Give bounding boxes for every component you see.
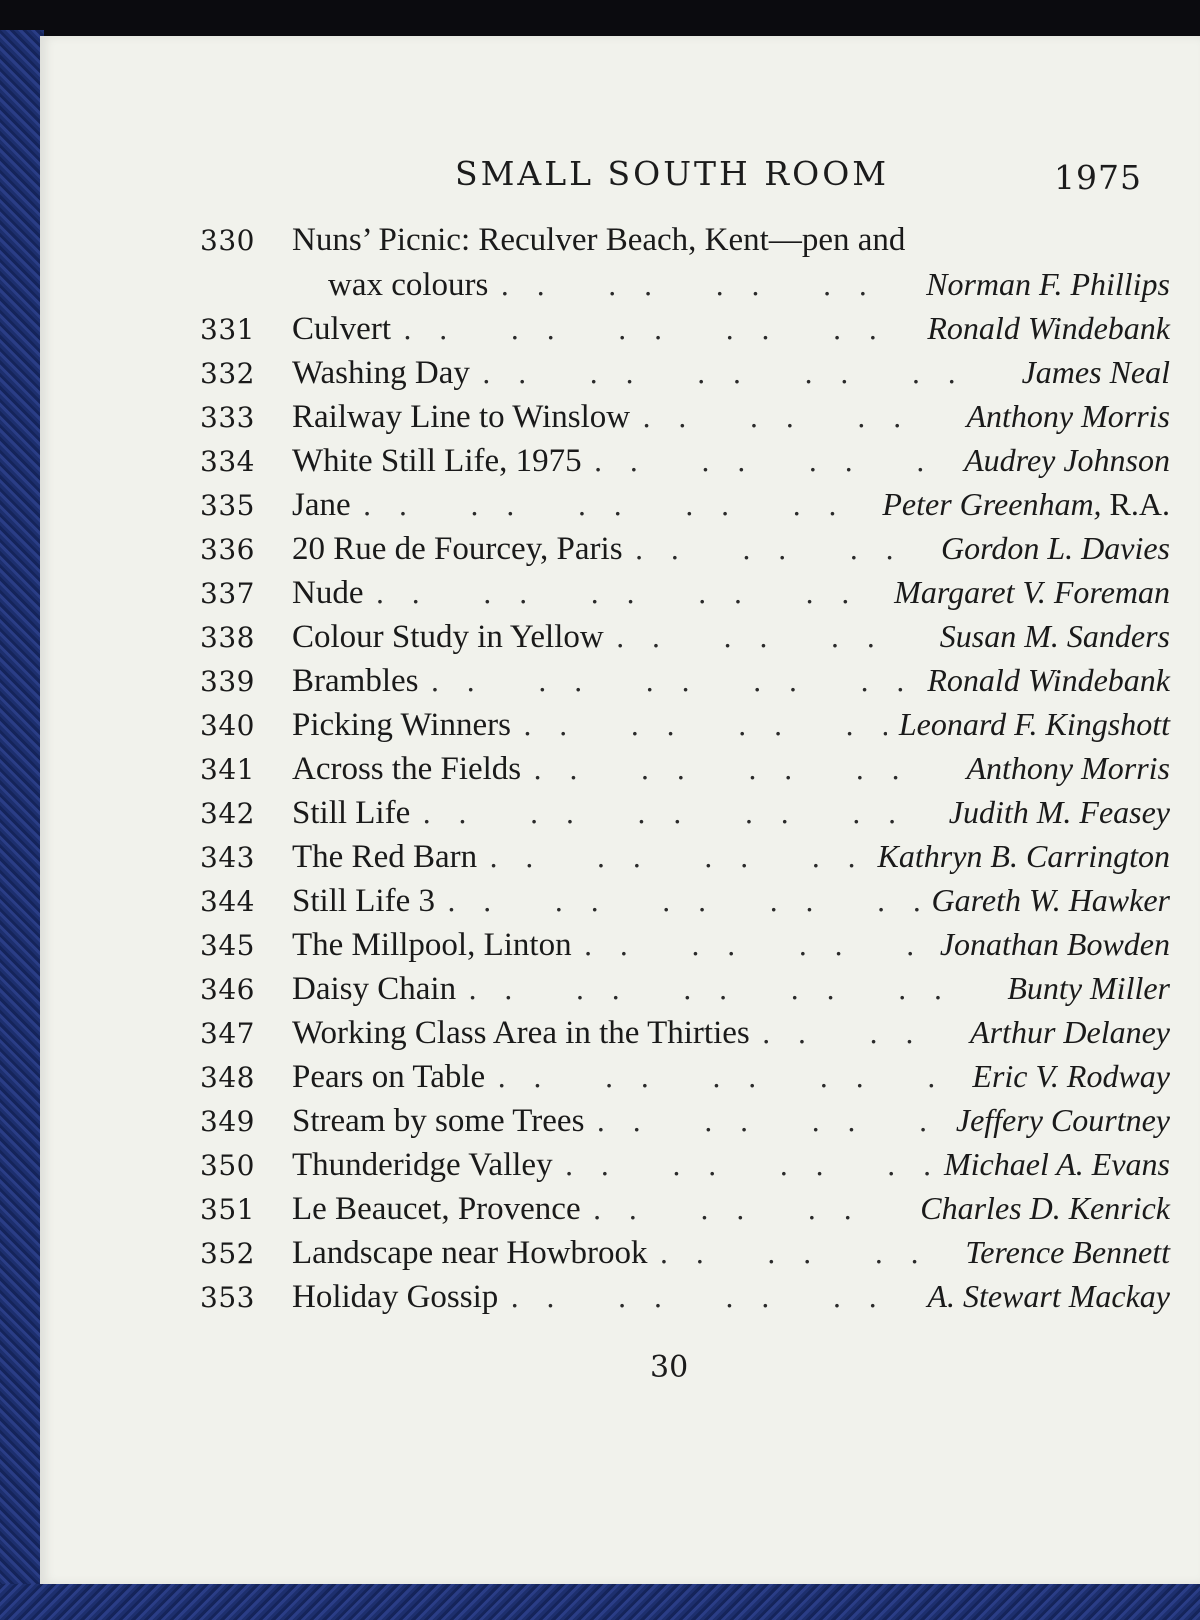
catalogue-entry <box>200 1230 1170 1274</box>
entry-title: Thunderidge Valley <box>292 1147 553 1183</box>
catalogue-entry <box>200 658 1170 702</box>
entry-artist: Michael A. Evans <box>943 1146 1170 1182</box>
entry-number: 332 <box>200 357 255 390</box>
catalogue-entry <box>200 1186 1170 1230</box>
dot-leader <box>596 1100 943 1144</box>
page-number: 30 <box>650 1350 689 1385</box>
entry-number: 349 <box>200 1105 255 1138</box>
entry-artist: Ronald Windebank <box>927 310 1170 346</box>
entry-number: 339 <box>200 665 255 698</box>
catalogue-entry <box>200 1142 1170 1186</box>
catalogue-entry <box>200 614 1170 658</box>
entry-number: 353 <box>200 1281 255 1314</box>
dot-leader <box>642 396 954 440</box>
entry-title: Washing Day <box>292 355 470 391</box>
entry-title: White Still Life, 1975 <box>292 443 582 479</box>
dot-leader <box>497 1056 960 1100</box>
entry-number: 340 <box>200 709 255 742</box>
entry-number: 330 <box>200 224 255 257</box>
entry-number: 342 <box>200 797 255 830</box>
entry-title: Pears on Table <box>292 1059 486 1095</box>
catalogue-entry <box>200 394 1170 438</box>
catalogue-entry <box>200 570 1170 614</box>
dot-leader <box>468 968 995 1012</box>
dot-leader <box>430 660 915 704</box>
entry-title: Culvert <box>292 311 391 347</box>
entry-artist: Susan M. Sanders <box>939 618 1170 654</box>
book-cover-edge <box>0 30 44 1620</box>
entry-number: 344 <box>200 885 255 918</box>
catalogue-entry <box>200 702 1170 746</box>
entry-title: The Millpool, Linton <box>292 927 572 963</box>
entry-title: Across the Fields <box>292 751 522 787</box>
catalogue-entry <box>200 790 1170 834</box>
entry-title: Stream by some Trees <box>292 1103 585 1139</box>
entry-title: wax colours <box>328 267 489 303</box>
entry-title: Jane <box>292 487 351 523</box>
entry-artist: Eric V. Rodway <box>972 1058 1170 1094</box>
entry-artist: Kathryn B. Carrington <box>877 838 1170 874</box>
dot-leader <box>523 704 887 748</box>
entry-title: Colour Study in Yellow <box>292 619 604 655</box>
catalogue-entry <box>200 878 1170 922</box>
running-head <box>200 154 1142 198</box>
entry-artist: Gordon L. Davies <box>940 530 1170 566</box>
entry-artist: A. Stewart Mackay <box>927 1278 1170 1314</box>
dot-leader <box>635 528 929 572</box>
catalogue-entry <box>200 1054 1170 1098</box>
catalogue-year: 1975 <box>1054 158 1142 197</box>
entry-title-line1: Nuns’ Picnic: Reculver Beach, Kent—pen and <box>292 222 906 258</box>
entry-title: Railway Line to Winslow <box>292 399 631 435</box>
entry-artist: James Neal <box>1021 354 1170 390</box>
entry-title: Still Life 3 <box>292 883 435 919</box>
catalogue-entry <box>200 218 1170 306</box>
entry-number: 343 <box>200 841 255 874</box>
dot-leader <box>762 1012 958 1056</box>
entry-number: 337 <box>200 577 255 610</box>
entry-number: 352 <box>200 1237 255 1270</box>
entry-artist: Ronald Windebank <box>927 662 1170 698</box>
dot-leader <box>584 924 928 968</box>
entry-artist: Jonathan Bowden <box>939 926 1170 962</box>
entry-artist: Anthony Morris <box>966 398 1170 434</box>
catalogue-entry-list <box>200 218 1170 1318</box>
entry-artist-name: Peter Greenham, <box>882 486 1102 522</box>
dot-leader <box>489 836 865 880</box>
entry-title: Nude <box>292 575 364 611</box>
entry-number: 345 <box>200 929 255 962</box>
dot-leader <box>447 880 920 924</box>
entry-title: 20 Rue de Fourcey, Paris <box>292 531 623 567</box>
entry-title: The Red Barn <box>292 839 478 875</box>
entry-title: Brambles <box>292 663 419 699</box>
dot-leader <box>533 748 954 792</box>
dot-leader <box>510 1276 915 1320</box>
dot-leader <box>422 792 937 836</box>
catalogue-entry <box>200 482 1170 526</box>
dot-leader <box>363 484 871 528</box>
entry-number: 336 <box>200 533 255 566</box>
catalogue-entry <box>200 1098 1170 1142</box>
entry-artist: Audrey Johnson <box>964 442 1170 478</box>
entry-artist: Gareth W. Hawker <box>931 882 1170 918</box>
entry-artist: Bunty Miller <box>1007 970 1170 1006</box>
room-title: SMALL SOUTH ROOM <box>455 154 890 193</box>
catalogue-entry <box>200 526 1170 570</box>
entry-title: Working Class Area in the Thirties <box>292 1015 750 1051</box>
entry-artist: Margaret V. Foreman <box>894 574 1170 610</box>
entry-artist: Jeffery Courtney <box>955 1102 1170 1138</box>
entry-number: 346 <box>200 973 255 1006</box>
dot-leader <box>403 308 915 352</box>
catalogue-entry <box>200 746 1170 790</box>
entry-title: Daisy Chain <box>292 971 457 1007</box>
entry-number: 333 <box>200 401 255 434</box>
catalogue-entry <box>200 350 1170 394</box>
catalogue-entry <box>200 1010 1170 1054</box>
entry-title: Le Beaucet, Provence <box>292 1191 581 1227</box>
entry-number: 331 <box>200 313 255 346</box>
dot-leader <box>594 440 953 484</box>
catalogue-entry <box>200 1274 1170 1318</box>
entry-number: 348 <box>200 1061 255 1094</box>
dot-leader <box>565 1144 932 1188</box>
entry-artist: Terence Bennett <box>965 1234 1170 1270</box>
entry-number: 341 <box>200 753 255 786</box>
entry-number: 351 <box>200 1193 255 1226</box>
entry-title: Picking Winners <box>292 707 511 743</box>
dot-leader <box>482 352 1010 396</box>
entry-title: Still Life <box>292 795 411 831</box>
entry-artist: Arthur Delaney <box>970 1014 1170 1050</box>
book-cover-bottom-edge <box>0 1584 1200 1620</box>
entry-title: Landscape near Howbrook <box>292 1235 648 1271</box>
catalogue-entry <box>200 922 1170 966</box>
entry-artist: Norman F. Phillips <box>926 266 1170 302</box>
entry-artist: Anthony Morris <box>966 750 1170 786</box>
entry-number: 347 <box>200 1017 255 1050</box>
dot-leader <box>660 1232 954 1276</box>
entry-artist: Judith M. Feasey <box>948 794 1170 830</box>
entry-number: 350 <box>200 1149 255 1182</box>
entry-number: 335 <box>200 489 255 522</box>
dot-leader <box>593 1188 909 1232</box>
entry-artist: Charles D. Kenrick <box>920 1190 1170 1226</box>
dot-leader <box>616 616 928 660</box>
catalogue-entry <box>200 438 1170 482</box>
entry-artist-honour: R.A. <box>1109 486 1170 522</box>
entry-number: 338 <box>200 621 255 654</box>
dot-leader <box>375 572 882 616</box>
catalogue-entry <box>200 306 1170 350</box>
entry-artist: Leonard F. Kingshott <box>898 706 1170 742</box>
dot-leader <box>500 264 914 308</box>
entry-number: 334 <box>200 445 255 478</box>
entry-artist <box>882 482 1170 526</box>
entry-title: Holiday Gossip <box>292 1279 499 1315</box>
catalogue-entry <box>200 966 1170 1010</box>
catalogue-entry <box>200 834 1170 878</box>
